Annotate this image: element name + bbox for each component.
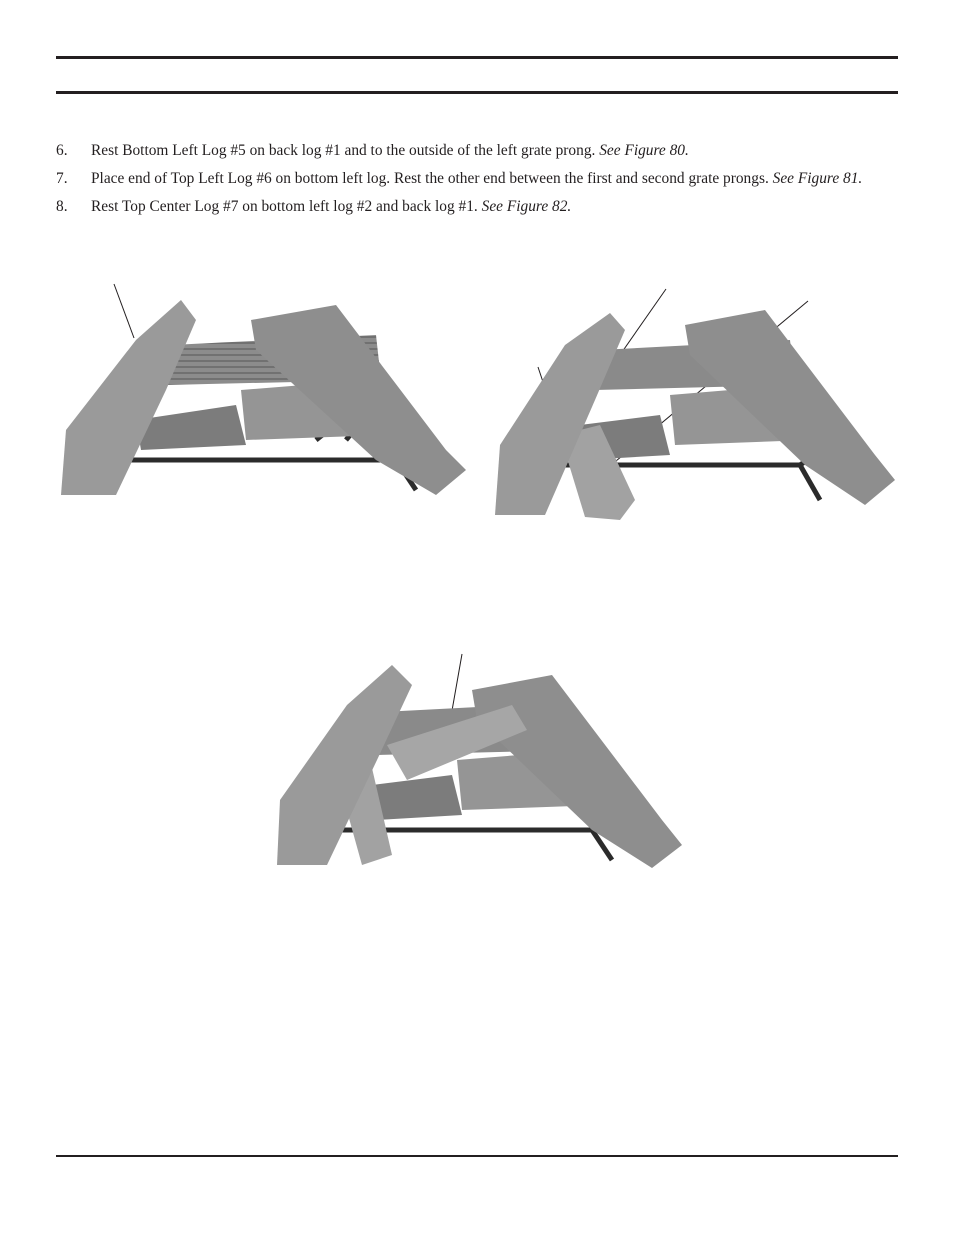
step-7 bbox=[56, 169, 898, 188]
step-number: 8. bbox=[56, 198, 68, 215]
figure-80-log-photo bbox=[56, 280, 476, 510]
header-rule-bottom bbox=[56, 91, 898, 94]
callout-line bbox=[114, 284, 134, 338]
bottom-left-log bbox=[372, 775, 462, 820]
figure-reference: See Figure 82. bbox=[481, 198, 572, 215]
left-log bbox=[277, 665, 412, 865]
step-text: Rest Bottom Left Log #5 on back log #1 and to the outside of the left grate prong. bbox=[91, 142, 596, 159]
footer-rule bbox=[56, 1155, 898, 1157]
step-number: 6. bbox=[56, 142, 68, 159]
figure-82-log-photo bbox=[272, 650, 686, 872]
figure-reference: See Figure 80. bbox=[599, 142, 689, 159]
header-rule-top bbox=[56, 56, 898, 59]
step-6 bbox=[56, 141, 898, 160]
left-log bbox=[61, 300, 196, 495]
instruction-steps bbox=[56, 141, 898, 225]
figure-reference: See Figure 81. bbox=[772, 170, 863, 187]
step-number: 7. bbox=[56, 170, 68, 187]
step-text: Rest Top Center Log #7 on bottom left log #2 and back log #1. bbox=[91, 198, 478, 215]
step-8 bbox=[56, 197, 898, 216]
step-text: Place end of Top Left Log #6 on bottom left log. Rest the other end between the first and second grate prongs. bbox=[91, 170, 769, 187]
figure-81-log-photo bbox=[490, 285, 902, 525]
